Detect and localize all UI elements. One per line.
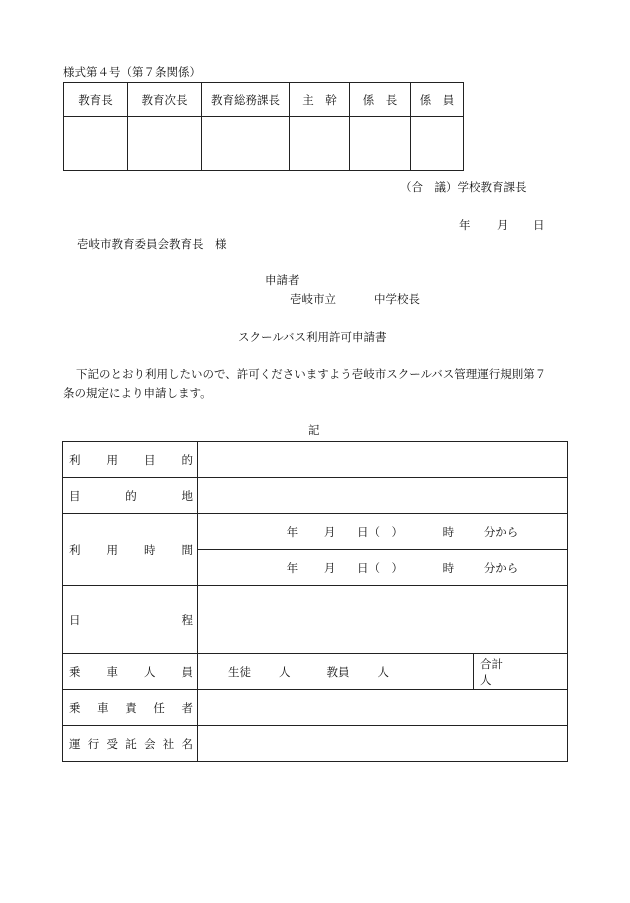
purpose-field[interactable] — [198, 442, 568, 478]
date-day: 日 — [533, 218, 545, 232]
stamp-box[interactable] — [64, 117, 128, 171]
passenger-breakdown-field[interactable]: 生徒 人 教員 人 — [198, 654, 474, 690]
destination-field[interactable] — [198, 478, 568, 514]
label-schedule: 日 程 — [63, 586, 198, 654]
stamp-box[interactable] — [350, 117, 411, 171]
stamp-header-staff: 係 員 — [411, 83, 464, 117]
schedule-field[interactable] — [198, 586, 568, 654]
end-time-field[interactable]: 年 月 日（ ） 時 分から — [198, 550, 568, 586]
label-purpose: 利 用 目 的 — [63, 442, 198, 478]
start-time-field[interactable]: 年 月 日（ ） 時 分から — [198, 514, 568, 550]
application-form-table — [62, 441, 568, 762]
document-title: スクールバス利用許可申請書 — [238, 330, 387, 344]
concurrence-note: （合 議）学校教育課長 — [400, 180, 527, 194]
stamp-header-general-affairs: 教育総務課長 — [202, 83, 290, 117]
operator-field[interactable] — [198, 726, 568, 762]
date-year: 年 — [459, 218, 471, 232]
applicant-city: 壱岐市立 — [290, 292, 336, 306]
body-line-1: 下記のとおり利用したいので、許可くださいますよう壱岐市スクールバス管理運行規則第７ — [76, 367, 547, 381]
stamp-box[interactable] — [290, 117, 350, 171]
applicant-principal: 中学校長 — [374, 292, 420, 306]
body-line-2: 条の規定により申請します。 — [63, 386, 212, 400]
person-in-charge-field[interactable] — [198, 690, 568, 726]
applicant-label: 申請者 — [265, 273, 300, 287]
stamp-box[interactable] — [202, 117, 290, 171]
ki-heading: 記 — [308, 423, 320, 437]
stamp-box[interactable] — [411, 117, 464, 171]
addressee: 壱岐市教育委員会教育長 様 — [77, 237, 227, 251]
stamp-header-chief: 主 幹 — [290, 83, 350, 117]
label-person-in-charge: 乗 車 責 任 者 — [63, 690, 198, 726]
stamp-box[interactable] — [128, 117, 202, 171]
label-destination: 目 的 地 — [63, 478, 198, 514]
approval-stamp-table — [63, 82, 464, 171]
stamp-header-section-head: 係 長 — [350, 83, 411, 117]
label-passengers: 乗 車 人 員 — [63, 654, 198, 690]
label-usage-time: 利 用 時 間 — [63, 514, 198, 586]
date-month: 月 — [497, 218, 509, 232]
stamp-header-superintendent: 教育長 — [64, 83, 128, 117]
form-number: 様式第４号（第７条関係） — [63, 65, 201, 79]
passenger-total-field[interactable]: 合計人 — [474, 654, 568, 690]
label-operator: 運 行 受 託 会 社 名 — [63, 726, 198, 762]
stamp-header-deputy: 教育次長 — [128, 83, 202, 117]
